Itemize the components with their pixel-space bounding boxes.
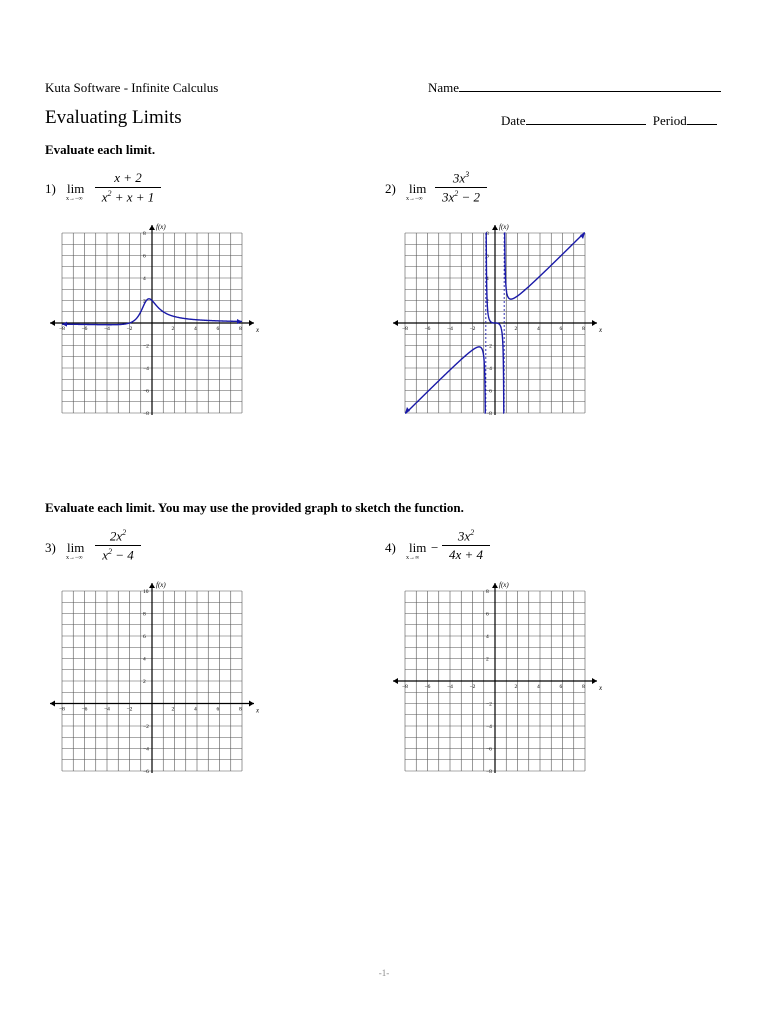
x-tick-label: 2 bbox=[171, 706, 175, 713]
problem-number: 2) bbox=[385, 181, 396, 196]
y-tick-label: 8 bbox=[486, 589, 489, 595]
y-tick-label: −4 bbox=[486, 724, 492, 730]
negative-sign: − bbox=[431, 540, 439, 555]
x-axis-label: x bbox=[599, 684, 603, 692]
page-number: -1- bbox=[378, 968, 390, 978]
y-tick-label: −8 bbox=[486, 769, 492, 773]
x-tick-label: −2 bbox=[126, 706, 133, 713]
y-tick-label: 4 bbox=[143, 656, 146, 663]
lim-subscript: x→−∞ bbox=[406, 196, 423, 202]
x-tick-label: −6 bbox=[424, 684, 431, 690]
x-tick-label: 6 bbox=[559, 326, 563, 332]
problem-4 bbox=[385, 528, 585, 573]
lim-operator: lim bbox=[67, 181, 85, 196]
graph-1 bbox=[40, 215, 270, 415]
y-tick-label: 10 bbox=[143, 589, 149, 595]
y-tick-label: 8 bbox=[143, 231, 146, 237]
x-tick-label: −4 bbox=[104, 706, 110, 713]
lim-subscript: x→∞ bbox=[406, 555, 420, 561]
y-tick-label: 2 bbox=[486, 298, 489, 305]
x-tick-label: −6 bbox=[81, 326, 88, 332]
fraction bbox=[442, 528, 490, 563]
problem-2 bbox=[385, 170, 585, 215]
lim-subscript: x→−∞ bbox=[66, 196, 83, 202]
x-tick-label: 8 bbox=[582, 326, 585, 332]
y-tick-label: −8 bbox=[486, 411, 492, 415]
problem-number: 1) bbox=[45, 181, 56, 196]
y-tick-label: −6 bbox=[143, 769, 149, 773]
y-tick-label: −6 bbox=[486, 746, 492, 753]
y-tick-label: 8 bbox=[486, 231, 489, 237]
x-tick-label: 8 bbox=[582, 684, 585, 690]
x-tick-label: −8 bbox=[59, 706, 65, 713]
problem-number: 4) bbox=[385, 540, 396, 555]
x-tick-label: 4 bbox=[537, 684, 540, 690]
y-tick-label: −4 bbox=[486, 366, 492, 372]
denominator: $x^2 + x + 1$ bbox=[101, 189, 155, 205]
y-tick-label: −4 bbox=[143, 746, 149, 753]
x-tick-label: −6 bbox=[424, 326, 431, 332]
y-tick-label: −6 bbox=[486, 388, 492, 395]
y-tick-label: 4 bbox=[143, 276, 146, 282]
numerator: x + 2 bbox=[114, 170, 142, 185]
x-tick-label: −6 bbox=[81, 706, 88, 713]
name-label: Name bbox=[428, 80, 460, 95]
lim-operator: lim bbox=[409, 181, 427, 196]
x-tick-label: −4 bbox=[104, 326, 110, 332]
date-label: Date bbox=[501, 113, 526, 128]
problem-3 bbox=[45, 528, 245, 573]
name-blank[interactable] bbox=[459, 80, 721, 92]
fraction bbox=[95, 528, 141, 564]
x-tick-label: −8 bbox=[59, 326, 65, 332]
x-tick-label: 4 bbox=[537, 326, 540, 332]
x-tick-label: −8 bbox=[402, 326, 408, 332]
fraction bbox=[435, 170, 487, 206]
graph-3 bbox=[40, 573, 270, 773]
y-tick-label: −6 bbox=[143, 388, 149, 395]
y-tick-label: 6 bbox=[143, 634, 146, 640]
y-tick-label: 2 bbox=[143, 679, 146, 685]
denominator: $3x^2 - 2$ bbox=[441, 189, 481, 205]
y-tick-label: 4 bbox=[486, 634, 489, 640]
y-tick-label: −4 bbox=[143, 366, 149, 372]
problem-number: 3) bbox=[45, 540, 56, 555]
numerator: $3x^3$ bbox=[452, 170, 470, 186]
y-tick-label: −2 bbox=[486, 343, 492, 350]
y-tick-label: 8 bbox=[143, 611, 146, 618]
date-field[interactable] bbox=[501, 113, 717, 129]
y-axis-label: f(x) bbox=[156, 223, 166, 231]
graph-2 bbox=[383, 215, 613, 415]
y-tick-label: 4 bbox=[486, 276, 489, 282]
y-axis-label: f(x) bbox=[499, 223, 509, 231]
y-tick-label: 6 bbox=[486, 253, 489, 260]
y-tick-label: 2 bbox=[143, 298, 146, 305]
x-tick-label: 2 bbox=[171, 326, 175, 332]
y-tick-label: 6 bbox=[486, 611, 489, 618]
page-title: Evaluating Limits bbox=[45, 107, 182, 128]
x-tick-label: 6 bbox=[216, 706, 220, 713]
y-tick-label: −2 bbox=[486, 701, 492, 708]
x-axis-label: x bbox=[256, 706, 260, 715]
problem-1 bbox=[45, 170, 245, 215]
x-tick-label: 8 bbox=[239, 706, 242, 713]
x-tick-label: 6 bbox=[559, 684, 563, 690]
x-axis-label: x bbox=[599, 326, 603, 334]
y-axis-label: f(x) bbox=[499, 581, 509, 589]
instruction-1: Evaluate each limit. bbox=[45, 142, 156, 157]
denominator: $x^2 - 4$ bbox=[102, 547, 134, 563]
date-blank[interactable] bbox=[526, 113, 646, 125]
software-name: Kuta Software - Infinite Calculus bbox=[45, 80, 219, 95]
y-tick-label: −2 bbox=[143, 343, 149, 350]
lim-operator: lim bbox=[409, 540, 427, 555]
x-tick-label: 2 bbox=[514, 684, 518, 690]
y-tick-label: −2 bbox=[143, 724, 149, 730]
x-tick-label: −4 bbox=[447, 326, 453, 332]
instruction-2: Evaluate each limit. You may use the provided graph to sketch the function. bbox=[45, 500, 464, 515]
period-label: Period bbox=[652, 113, 687, 128]
lim-subscript: x→−∞ bbox=[66, 555, 83, 561]
y-tick-label: 2 bbox=[486, 656, 489, 663]
x-tick-label: −2 bbox=[469, 684, 476, 690]
fraction bbox=[95, 170, 161, 205]
x-tick-label: 4 bbox=[194, 326, 197, 332]
lim-operator: lim bbox=[67, 540, 85, 555]
period-blank[interactable] bbox=[687, 113, 717, 125]
x-tick-label: 8 bbox=[239, 326, 242, 332]
y-tick-label: 6 bbox=[143, 253, 146, 260]
x-tick-label: 2 bbox=[514, 326, 518, 332]
x-tick-label: −2 bbox=[126, 326, 133, 332]
x-tick-label: 6 bbox=[216, 326, 220, 332]
y-axis-label: f(x) bbox=[156, 581, 166, 589]
name-field[interactable] bbox=[428, 80, 721, 96]
numerator: $3x^2$ bbox=[457, 528, 475, 544]
graph-4 bbox=[383, 573, 613, 773]
x-axis-label: x bbox=[256, 326, 260, 334]
x-tick-label: −4 bbox=[447, 684, 453, 690]
denominator: 4x + 4 bbox=[448, 547, 484, 563]
x-tick-label: −8 bbox=[402, 684, 408, 690]
y-tick-label: −8 bbox=[143, 411, 149, 415]
numerator: $2x^2$ bbox=[109, 528, 127, 544]
x-tick-label: 4 bbox=[194, 706, 197, 713]
x-tick-label: −2 bbox=[469, 326, 476, 332]
